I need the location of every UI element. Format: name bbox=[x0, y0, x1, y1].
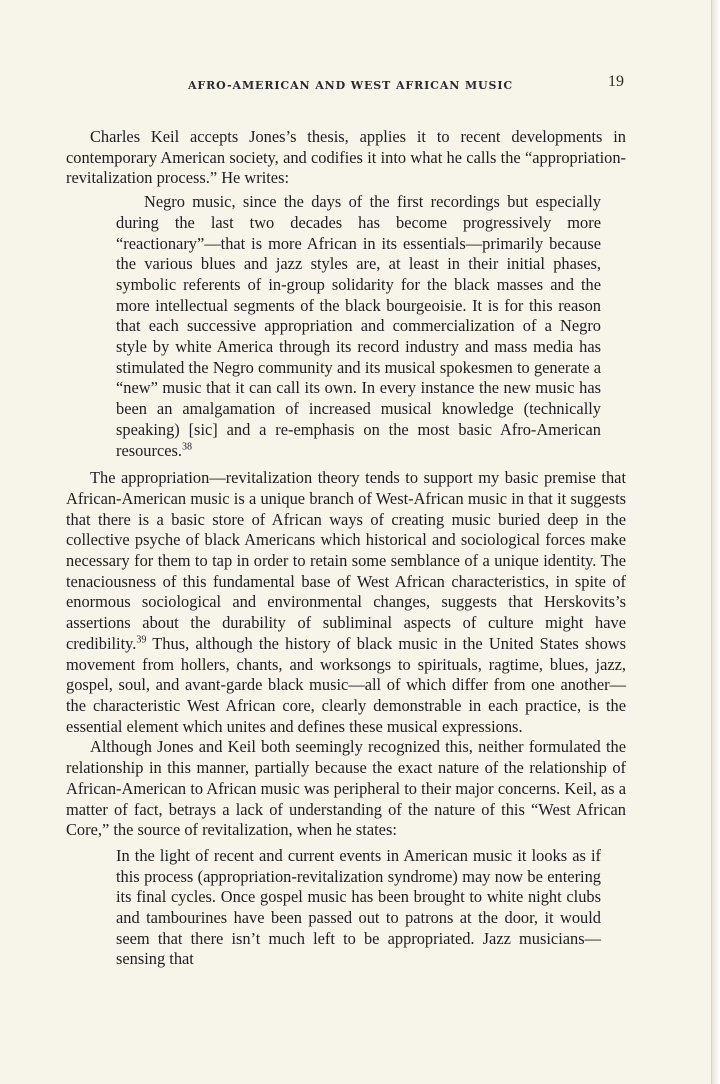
footnote-ref-38: 38 bbox=[182, 441, 192, 453]
page-number: 19 bbox=[608, 73, 624, 90]
paragraph-intro: Charles Keil accepts Jones’s thesis, applies it to recent developments in contemporary American society, and codifies it into what he calls the “appropriation-revitalization process.” He writes: bbox=[66, 127, 626, 188]
page-body bbox=[66, 127, 626, 977]
running-head: AFRO-AMERICAN AND WEST AFRICAN MUSIC bbox=[188, 79, 514, 92]
quote-text: Negro music, since the days of the first recordings but especially during the last two decades has become progressively more “reactionary”—that is more African in its essentials—primarily because the various blues and jazz styles are, at least in their initial phases, symbolic referents of in-group solidarity for the black masses and the more intellectual segments of the black bourgeoisie. It is for this reason that each successive appropriation and commercialization of a Negro style by white America through its record industry and mass media has stimulated the Negro community and its musical spokesmen to generate a “new” music that it can call its own. In every instance the new music has been an amalgamation of increased musical knowledge (technically speaking) [sic] and a re-emphasis on the most basic Afro-American resources. bbox=[116, 192, 601, 460]
block-quote-keil-2: In the light of recent and current events in American music it looks as if this process (appropriation-revitalization syndrome) may now be entering its final cycles. Once gospel music has been brought to white night clubs and tambourines have been passed out to patrons at the door, it would seem that there isn’t much left to be appropriated. Jazz musicians—sensing that bbox=[116, 845, 601, 969]
page-header bbox=[0, 73, 712, 95]
paragraph-appropriation-theory bbox=[66, 468, 626, 737]
paragraph-text-part-2: Thus, although the history of black music in the United States shows movement from hollers, chants, and worksongs to spirituals, ragtime, blues, jazz, gospel, soul, and avant-garde black music—all of which differ from one another—the characteristic West African core, clearly demonstrable in each practice, is the essential element which unites and defines these musical expressions. bbox=[66, 633, 626, 736]
paragraph-jones-keil: Although Jones and Keil both seemingly recognized this, neither formulated the relationship in this manner, partially because the exact nature of the relationship of African-American to African music was peripheral to their major concerns. Keil, as a matter of fact, betrays a lack of understanding of the nature of this “West African Core,” the source of revitalization, when he states: bbox=[66, 737, 626, 840]
paragraph-text-part-1: The appropriation—revitalization theory tends to support my basic premise that African-American music is a unique branch of West-African music in that it suggests that there is a basic store of African ways of creating music buried deep in the collective psyche of black Americans which historical and sociological forces make necessary for them to tap in order to retain some semblance of a unique identity. The tenaciousness of this fundamental base of West African characteristics, in spite of enormous sociological and environmental changes, suggests that Herskovits’s assertions about the durability of subliminal aspects of culture might have credibility. bbox=[66, 468, 626, 653]
block-quote-keil-1 bbox=[116, 192, 601, 461]
page-edge bbox=[712, 0, 720, 1084]
footnote-ref-39: 39 bbox=[136, 634, 147, 646]
